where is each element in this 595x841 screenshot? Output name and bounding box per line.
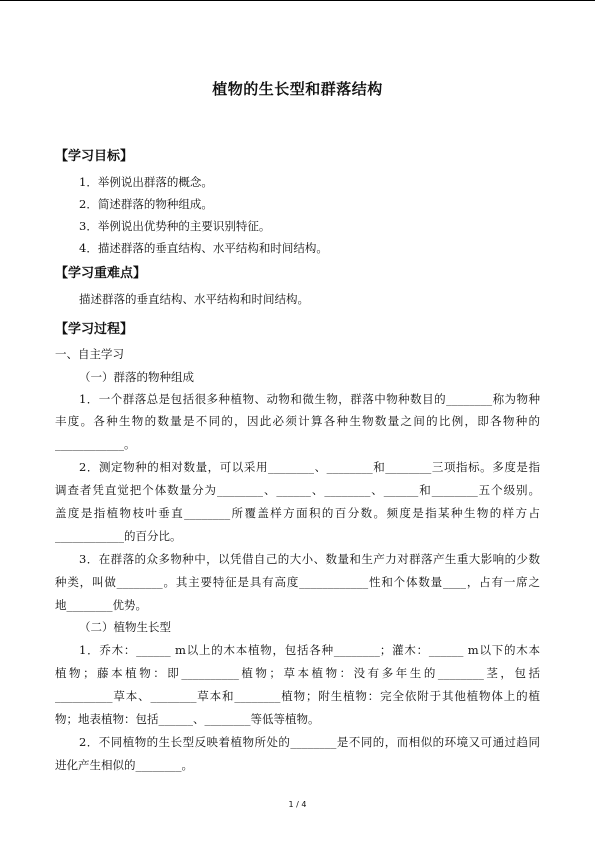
paragraph-line: ____________的百分比。: [55, 529, 182, 543]
page-number: 1 / 4: [288, 800, 307, 809]
paragraph-line: 种类，叫做________。其主要特征是具有高度____________性和个体数量____，占有一席之: [55, 575, 540, 589]
goal-item: 2．简述群落的物种组成。: [79, 197, 213, 211]
goals-heading: 【学习目标】: [55, 149, 134, 164]
section-heading-self-study: 一、自主学习: [55, 347, 124, 361]
process-heading: 【学习过程】: [55, 322, 134, 337]
goal-item: 3．举例说出优势种的主要识别特征。: [79, 219, 271, 233]
paragraph-line: 1．乔木：______ m以上的木本植物，包括各种________；灌木：______ m以下的木本: [79, 643, 540, 657]
paragraph-line: 植物；藤本植物：即__________植物；草本植物：没有多年生的________茎，包括: [55, 666, 540, 680]
paragraph-line: 地________优势。: [55, 598, 147, 612]
goal-item: 4．描述群落的垂直结构、水平结构和时间结构。: [79, 241, 328, 255]
paragraph-line: 物；地表植物：包括______、________等低等植物。: [55, 712, 320, 726]
paragraph-line: 调查者凭直觉把个体数量分为________、______、________、______和________五个级别。: [55, 483, 540, 497]
paragraph-line: 1．一个群落总是包括很多种植物、动物和微生物，群落中物种数目的________称为物种: [79, 392, 540, 406]
page-title: 植物的生长型和群落结构: [212, 80, 383, 98]
paragraph-line: 盖度是指植物枝叶垂直________所覆盖样方面积的百分数。频度是指某种生物的样方占: [55, 506, 540, 520]
paragraph-line: 丰度。各种生物的数量是不同的，因此必须计算各种生物数量之间的比例，即各物种的: [55, 414, 540, 428]
paragraph-line: 2．不同植物的生长型反映着植物所处的________是不同的，而相似的环境又可通过趋同: [79, 735, 540, 749]
paragraph-line: ____________。: [55, 437, 136, 451]
goal-item: 1．举例说出群落的概念。: [79, 175, 213, 189]
top-rule: [0, 0, 595, 1]
key-points-heading: 【学习重难点】: [55, 266, 147, 281]
paragraph-line: 2．测定物种的相对数量，可以采用________、________和________三项指标。多度是指: [79, 460, 540, 474]
subsection-heading: （一）群落的物种组成: [79, 370, 194, 384]
paragraph-line: 进化产生相似的________。: [55, 758, 193, 772]
paragraph-line: __________草本、________草本和________植物；附生植物：完全依附于其他植物体上的植: [55, 689, 540, 703]
subsection-heading: （二）植物生长型: [79, 620, 171, 634]
key-points-text: 描述群落的垂直结构、水平结构和时间结构。: [79, 292, 309, 306]
paragraph-line: 3．在群落的众多物种中，以凭借自己的大小、数量和生产力对群落产生重大影响的少数: [79, 552, 540, 566]
